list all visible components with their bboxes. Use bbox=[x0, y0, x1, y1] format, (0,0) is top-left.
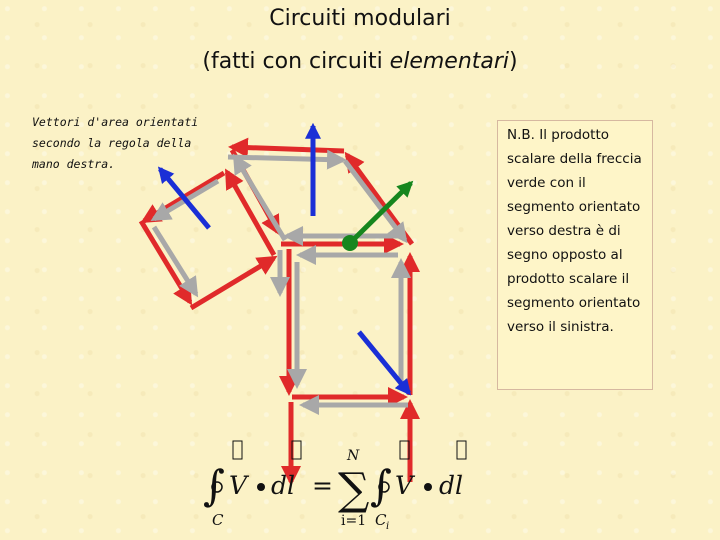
missing-glyph-box bbox=[457, 441, 466, 459]
equals-sign: = bbox=[312, 471, 333, 500]
missing-glyph-box bbox=[400, 441, 409, 459]
rhs-dl: dl bbox=[439, 471, 463, 500]
middle-square-circuit bbox=[280, 249, 410, 397]
side-note: Vettori d'area orientati secondo la regola della mano destra. bbox=[32, 115, 199, 171]
stokes-formula bbox=[195, 432, 485, 537]
rhs-v: V bbox=[395, 471, 414, 500]
gray-arrow bbox=[154, 227, 196, 294]
red-arrow bbox=[347, 155, 412, 244]
red-arrow bbox=[191, 258, 274, 308]
sum-sign: ∑ bbox=[338, 464, 370, 515]
red-arrow bbox=[141, 221, 190, 302]
lhs-dot bbox=[257, 483, 265, 491]
top-trapezoid-circuit bbox=[228, 147, 412, 244]
rhs-dot bbox=[424, 483, 432, 491]
lhs-dl: dl bbox=[271, 471, 295, 500]
title-line-2-prefix: (fatti con circuiti bbox=[202, 49, 390, 74]
rhs-integral-sign: ∫ bbox=[370, 461, 392, 510]
sum-lower-limit: i=1 bbox=[341, 513, 367, 529]
missing-glyph-box bbox=[292, 441, 301, 459]
lhs-integral-sign: ∫ bbox=[203, 461, 225, 510]
rhs-contour-subscript: C bbox=[375, 511, 387, 529]
lhs-v: V bbox=[229, 471, 248, 500]
red-arrow bbox=[232, 147, 344, 151]
rhs-contour-subscript-index: i bbox=[386, 521, 390, 532]
title-line-1: Circuiti modulari bbox=[269, 6, 451, 31]
nb-box: N.B. Il prodotto scalare della freccia verde con il segmento orientato verso destra è di segno opposto al prodotto scalare il segmento orientato verso il sinistra. bbox=[497, 120, 653, 390]
gray-arrow bbox=[228, 157, 343, 160]
missing-glyph-box bbox=[233, 441, 242, 459]
sum-upper-limit: N bbox=[347, 448, 360, 464]
blue-area-vector-left bbox=[160, 169, 209, 228]
title-line-2-italic: elementari bbox=[389, 49, 510, 74]
green-vector-origin-dot bbox=[342, 235, 358, 251]
lhs-contour-subscript: C bbox=[212, 511, 224, 529]
title-line-2-suffix: ) bbox=[509, 49, 518, 74]
